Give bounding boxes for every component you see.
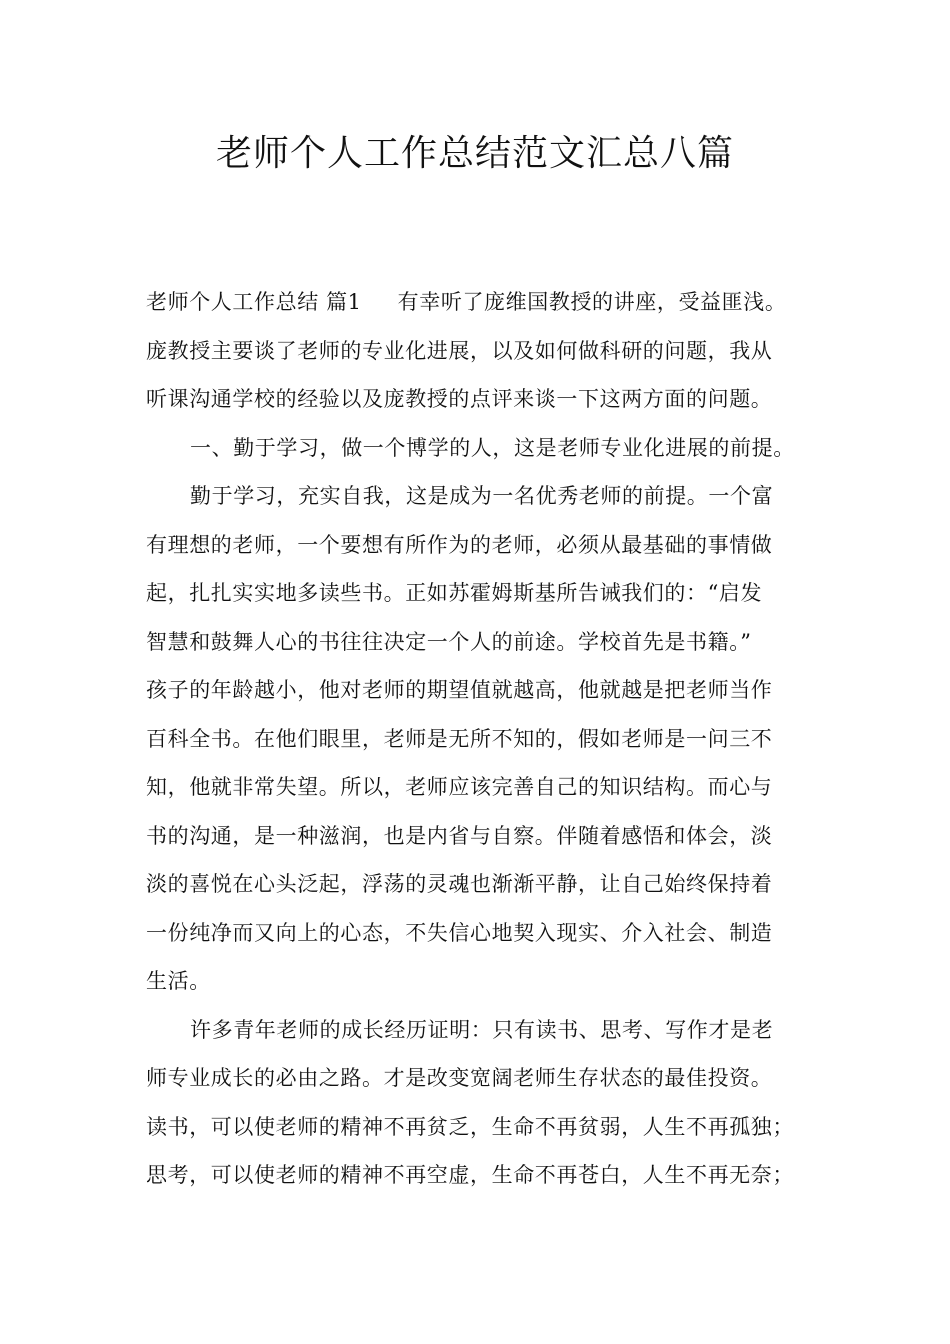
document-title: 老师个人工作总结范文汇总八篇: [215, 133, 734, 174]
paragraph-line: 淡的喜悦在心头泛起，浮荡的灵魂也渐渐平静，让自己始终保持着: [146, 872, 773, 896]
paragraph-line: 书的沟通，是一种滋润，也是内省与自察。伴随着感悟和体会，淡: [146, 823, 773, 848]
paragraph-line: 勤于学习，充实自我，这是成为一名优秀老师的前提。一个富: [190, 484, 774, 508]
paragraph-line: 思考，可以使老师的精神不再空虚，生命不再苍白，人生不再无奈；: [146, 1163, 794, 1187]
paragraph-line: 智慧和鼓舞人心的书往往决定一个人的前途。学校首先是书籍。”: [146, 629, 752, 654]
intro-text: 有幸听了庞维国教授的讲座，受益匪浅。: [397, 290, 787, 314]
paragraph-line: 听课沟通学校的经验以及庞教授的点评来谈一下这两方面的问题。: [146, 387, 773, 411]
paragraph-line: 读书，可以使老师的精神不再贫乏，生命不再贫弱，人生不再孤独；: [146, 1114, 794, 1139]
paragraph-line: 孩子的年龄越小，他对老师的期望值就越高，他就越是把老师当作: [146, 678, 773, 702]
paragraph-line: 一份纯净而又向上的心态，不失信心地契入现实、介入社会、制造: [146, 920, 773, 945]
paragraph-line: 起，扎扎实实地多读些书。正如苏霍姆斯基所告诫我们的：“启发: [146, 581, 763, 605]
paragraph-line: 有理想的老师，一个要想有所作为的老师，必须从最基础的事情做: [146, 532, 773, 557]
section-heading: 老师个人工作总结 篇1: [146, 290, 362, 314]
document-body: [146, 278, 826, 1200]
section-heading-line: 一、勤于学习，做一个博学的人，这是老师专业化进展的前提。: [190, 435, 795, 460]
paragraph-line: 许多青年老师的成长经历证明：只有读书、思考、写作才是老: [190, 1017, 774, 1042]
paragraph-line: 庞教授主要谈了老师的专业化进展，以及如何做科研的问题，我从: [146, 338, 773, 363]
paragraph-line: 生活。: [146, 969, 211, 993]
paragraph-line: [146, 278, 826, 327]
paragraph-line: 师专业成长的必由之路。才是改变宽阔老师生存状态的最佳投资。: [146, 1066, 773, 1090]
paragraph-line: 知，他就非常失望。所以，老师应该完善自己的知识结构。而心与: [146, 775, 773, 799]
paragraph-line: 百科全书。在他们眼里，老师是无所不知的，假如老师是一问三不: [146, 726, 773, 751]
